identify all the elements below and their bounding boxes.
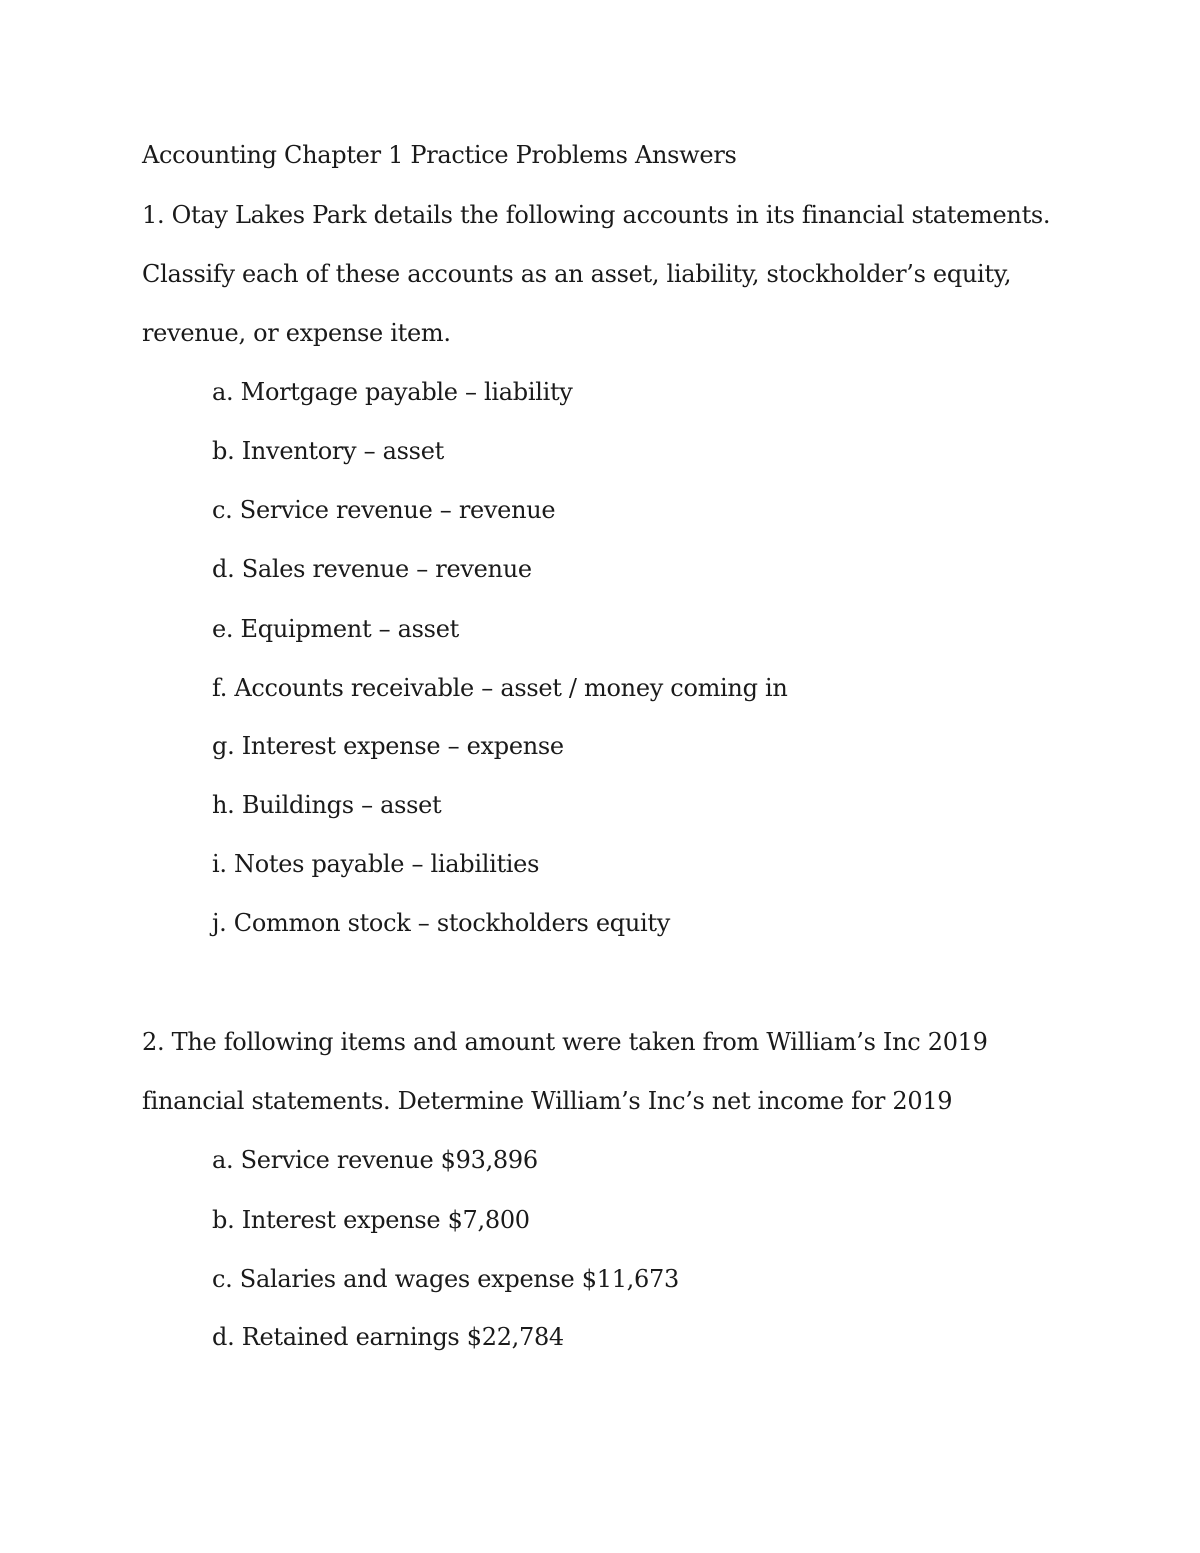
- question-1-item-b: b. Inventory – asset: [212, 437, 444, 465]
- question-2-item-a: a. Service revenue $93,896: [212, 1146, 538, 1174]
- question-1-item-i: i. Notes payable – liabilities: [212, 850, 540, 878]
- question-1-item-a: a. Mortgage payable – liability: [212, 378, 573, 406]
- question-2-prompt-line-2: financial statements. Determine William’s Inc’s net income for 2019: [142, 1087, 953, 1115]
- question-2-item-c: c. Salaries and wages expense $11,673: [212, 1265, 679, 1293]
- question-1-item-h: h. Buildings – asset: [212, 791, 442, 819]
- document-title: Accounting Chapter 1 Practice Problems Answers: [142, 141, 737, 169]
- question-2-item-d: d. Retained earnings $22,784: [212, 1323, 564, 1351]
- question-2-item-b: b. Interest expense $7,800: [212, 1206, 530, 1234]
- question-1-item-e: e. Equipment – asset: [212, 615, 459, 643]
- question-1-prompt-line-1: 1. Otay Lakes Park details the following accounts in its financial statements.: [142, 201, 1051, 229]
- question-1-prompt-line-2: Classify each of these accounts as an asset, liability, stockholder’s equity,: [142, 260, 1012, 288]
- question-1-item-j: j. Common stock – stockholders equity: [212, 909, 670, 937]
- question-1-item-g: g. Interest expense – expense: [212, 732, 564, 760]
- question-1-item-d: d. Sales revenue – revenue: [212, 555, 532, 583]
- question-1-item-f: f. Accounts receivable – asset / money coming in: [212, 674, 788, 702]
- question-1-prompt-line-3: revenue, or expense item.: [142, 319, 451, 347]
- question-2-prompt-line-1: 2. The following items and amount were taken from William’s Inc 2019: [142, 1028, 988, 1056]
- question-1-item-c: c. Service revenue – revenue: [212, 496, 556, 524]
